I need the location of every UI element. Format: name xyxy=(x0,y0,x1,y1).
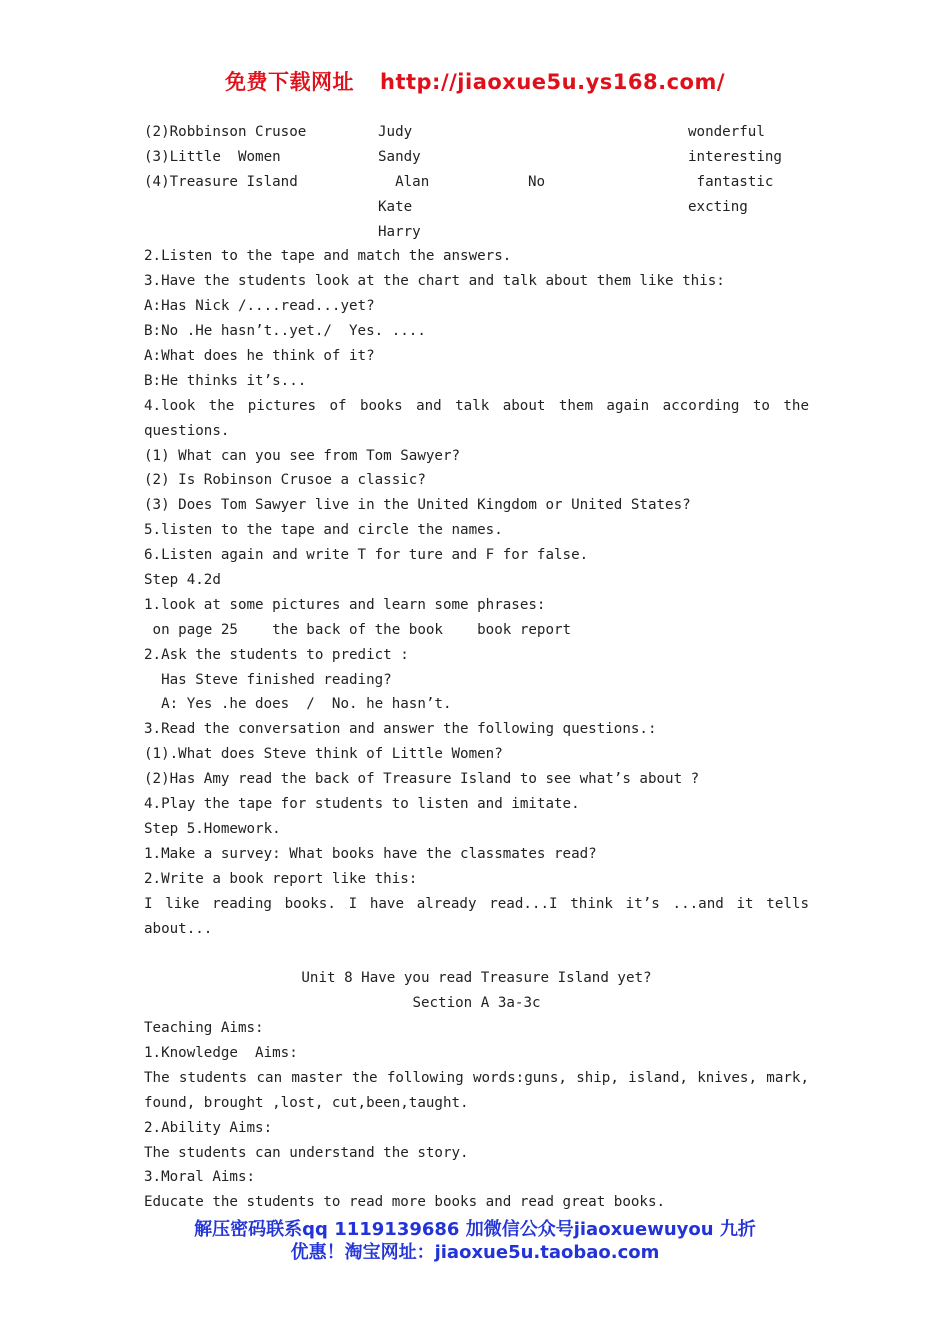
table-row: (3)Little Women Sandy interesting xyxy=(144,148,782,165)
blank-line xyxy=(144,941,809,966)
text-line: (2)Has Amy read the back of Treasure Island to see what’s about ? xyxy=(144,771,700,788)
text-line: Has Steve finished reading? xyxy=(144,671,392,688)
step-heading: Step 4.2d xyxy=(144,572,221,589)
books-table xyxy=(144,120,809,244)
document-body xyxy=(144,120,809,1215)
text-line: 2.Ask the students to predict : xyxy=(144,646,409,663)
step-heading: Step 5.Homework. xyxy=(144,820,281,837)
text-line: 2.Listen to the tape and match the answers. xyxy=(144,248,512,265)
text-line: on page 25 the back of the book book report xyxy=(144,621,572,638)
text-line: 1.Make a survey: What books have the classmates read? xyxy=(144,845,597,862)
table-row: (4)Treasure Island Alan No fantastic xyxy=(144,173,774,190)
table-row: (2)Robbinson Crusoe Judy wonderful xyxy=(144,124,765,140)
header-label: 免费下载网址 xyxy=(225,70,354,94)
text-line: B:He thinks it’s... xyxy=(144,372,307,389)
text-line: A: Yes .he does / No. he hasn’t. xyxy=(144,696,452,713)
text-line: The students can master the following words:guns, ship, island, knives, mark, xyxy=(144,1069,809,1086)
header-url-link[interactable]: http://jiaoxue5u.ys168.com/ xyxy=(380,70,725,94)
section-title: Section A 3a-3c xyxy=(412,995,541,1012)
text-line: 6.Listen again and write T for ture and F for false. xyxy=(144,547,589,564)
text-line: 1.look at some pictures and learn some phrases: xyxy=(144,596,546,613)
text-line: (2) Is Robinson Crusoe a classic? xyxy=(144,472,426,489)
text-line: I like reading books. I have already read...I think it’s ...and it tells xyxy=(144,895,809,912)
download-header xyxy=(0,66,950,96)
unit-title: Unit 8 Have you read Treasure Island yet? xyxy=(301,970,652,987)
text-line: 4.look the pictures of books and talk about them again according to the xyxy=(144,397,809,414)
text-line: about... xyxy=(144,920,213,937)
text-line: (3) Does Tom Sawyer live in the United Kingdom or United States? xyxy=(144,497,691,514)
text-line: A:Has Nick /....read...yet? xyxy=(144,298,375,315)
footer-line-2: 优惠！淘宝网址：jiaoxue5u.taobao.com xyxy=(290,1242,660,1263)
text-line: 4.Play the tape for students to listen and imitate. xyxy=(144,796,580,813)
text-line: 2.Write a book report like this: xyxy=(144,870,418,887)
text-line: (1) What can you see from Tom Sawyer? xyxy=(144,447,461,464)
footer-line-1: 解压密码联系qq 1119139686 加微信公众号jiaoxuewuyou 九折 xyxy=(194,1219,756,1240)
text-line: Teaching Aims: xyxy=(144,1020,264,1037)
text-line: found, brought ,lost, cut,been,taught. xyxy=(144,1094,469,1111)
text-line: 3.Moral Aims: xyxy=(144,1169,256,1186)
text-line: The students can understand the story. xyxy=(144,1144,469,1161)
text-line: 2.Ability Aims: xyxy=(144,1119,273,1136)
text-line: 3.Have the students look at the chart and talk about them like this: xyxy=(144,273,725,290)
text-line: 3.Read the conversation and answer the following questions.: xyxy=(144,721,657,738)
text-line: (1).What does Steve think of Little Women? xyxy=(144,746,503,763)
text-line: Educate the students to read more books and read great books. xyxy=(144,1194,666,1211)
text-line: 5.listen to the tape and circle the names. xyxy=(144,522,503,539)
text-line: 1.Knowledge Aims: xyxy=(144,1044,298,1061)
promo-footer xyxy=(0,1218,950,1264)
table-row: Kate excting xyxy=(378,198,748,215)
text-line: A:What does he think of it? xyxy=(144,348,375,365)
text-line: questions. xyxy=(144,422,230,439)
table-row: Harry xyxy=(378,223,421,240)
text-line: B:No .He hasn’t..yet./ Yes. .... xyxy=(144,323,426,340)
